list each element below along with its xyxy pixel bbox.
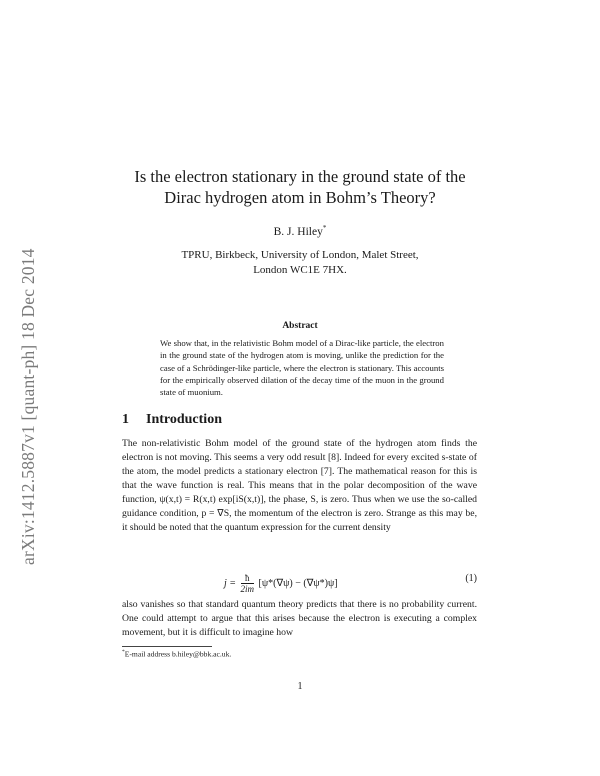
author-name xyxy=(0,224,600,238)
equation-expression xyxy=(224,573,338,594)
affiliation xyxy=(110,248,490,278)
abstract-heading: Abstract xyxy=(282,321,318,331)
affiliation-line-2: London WC1E 7HX. xyxy=(253,264,347,276)
author-footnote-mark: * xyxy=(322,224,327,232)
title-line-1: Is the electron stationary in the ground state of the xyxy=(134,167,466,186)
author-text: B. J. Hiley xyxy=(273,225,323,238)
page-number: 1 xyxy=(297,681,303,692)
section-title: Introduction xyxy=(146,412,222,427)
arxiv-identifier: arXiv:1412.5887v1 [quant-ph] 18 Dec 2014 xyxy=(18,248,38,565)
abstract-body: We show that, in the relativistic Bohm model of a Dirac-like particle, the electron in the ground state of the hydrogen atom is moving, unlike the prediction for the case of a Schrödinger-like particle, where the electron is stationary. This accounts for the empirically observed dilation of the decay time of the muon in the ground state of muonium. xyxy=(160,338,444,398)
equation-denominator: 2im xyxy=(240,584,255,594)
footnote-text: E-mail address b.hiley@bbk.ac.uk. xyxy=(124,649,232,659)
title-line-2: Dirac hydrogen atom in Bohm’s Theory? xyxy=(164,188,436,207)
affiliation-line-1: TPRU, Birkbeck, University of London, Malet Street, xyxy=(181,249,419,261)
equation-current-density xyxy=(122,567,477,593)
equation-rhs: [ψ*(∇ψ) − (∇ψ*)ψ] xyxy=(258,577,338,589)
intro-paragraph-2: also vanishes so that standard quantum theory predicts that there is no probability current. One could attempt to argue that this arises because the electron is executing a complex movement, but it is difficult to imagine how xyxy=(122,599,477,638)
equation-numerator: ħ xyxy=(241,573,255,584)
equation-lhs: j = xyxy=(224,577,237,589)
equation-fraction xyxy=(241,573,255,594)
equation-number: (1) xyxy=(465,573,477,584)
section-number: 1 xyxy=(122,412,129,427)
footnote-mark: * xyxy=(122,649,125,655)
footnote-rule xyxy=(122,646,212,647)
footnote xyxy=(122,649,231,659)
section-heading xyxy=(122,412,222,428)
intro-paragraph-1: The non-relativistic Bohm model of the ground state of the hydrogen atom finds the electron is not moving. This seems a very odd result [8]. Indeed for every excited s-state of the atom, the model predicts a stationary electron [7]. The mathematical reason for this is that the wave function is real. This means that in the polar decomposition of the wave function, ψ(x,t) = R(x,t) exp[iS(x,t)], the phase, S, is zero. Thus when we use the so-called guidance condition, p = ∇S, the momentum of the electron is zero. Strange as this may be, it should be noted that the quantum expression for the current density xyxy=(122,438,477,533)
paper-title xyxy=(0,166,600,208)
